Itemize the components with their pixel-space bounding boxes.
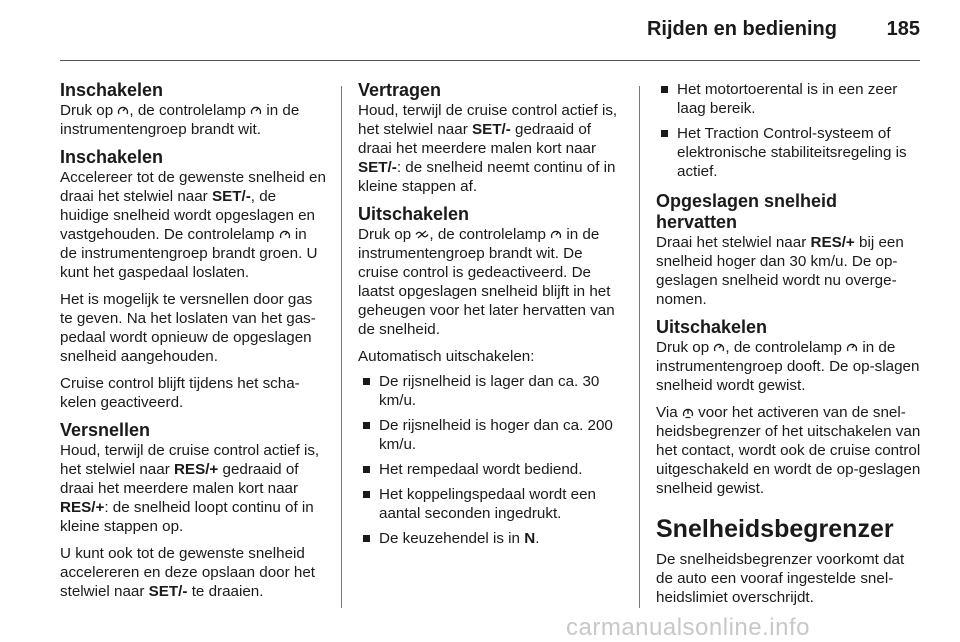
paragraph: Het is mogelijk te versnellen door gas te geven. Na het loslaten van het gas-pedaal wordt opnieuw de opgeslagen snelheid aangehouden. bbox=[60, 291, 316, 365]
column-2 bbox=[358, 80, 624, 556]
column-3 bbox=[656, 80, 922, 615]
section-heading: Uitschakelen bbox=[358, 204, 470, 224]
auto-off-list bbox=[358, 372, 624, 548]
cruise-control-icon bbox=[846, 342, 858, 352]
section-uitschakelen bbox=[358, 204, 624, 548]
list-item: Het rempedaal wordt bediend. bbox=[358, 460, 624, 479]
speed-limiter-icon bbox=[682, 407, 694, 417]
paragraph: Draai het stelwiel naar RES/+ bij een snelheid hoger dan 30 km/u. De op-geslagen snelheid wordt nu overge-nomen. bbox=[656, 234, 904, 308]
column-1 bbox=[60, 80, 326, 609]
section-heading: Inschakelen bbox=[60, 80, 164, 100]
paragraph: Accelereer tot de gewenste snelheid en draai het stelwiel naar SET/-, de huidige snelheid wordt opgeslagen en vastgehouden. De controlelamp in de instrumentengroep brandt groen. U kunt het gaspedaal loslaten. bbox=[60, 169, 326, 281]
column-divider bbox=[341, 86, 342, 608]
section-heading: Vertragen bbox=[358, 80, 442, 100]
cruise-control-icon bbox=[713, 342, 725, 352]
paragraph: Via voor het activeren van de snel-heidsbegrenzer of het uitschakelen van het contact, wordt ook de cruise control uitgeschakeld en wordt de op-geslagen snelheid gewist. bbox=[656, 404, 921, 497]
cruise-control-icon bbox=[550, 229, 562, 239]
column-divider bbox=[639, 86, 640, 608]
section-heading: Opgeslagen snelheid hervatten bbox=[656, 191, 838, 232]
section-opgeslagen-snelheid-hervatten bbox=[656, 191, 922, 309]
list-item: De rijsnelheid is hoger dan ca. 200 km/u. bbox=[358, 416, 624, 454]
list-item: Het koppelingspedaal wordt een aantal seconden ingedrukt. bbox=[358, 485, 624, 523]
watermark: carmanualsonline.info bbox=[566, 614, 810, 641]
auto-off-list-continued bbox=[656, 80, 922, 181]
paragraph: U kunt ook tot de gewenste snelheid accelereren en deze opslaan door het stelwiel naar SET/- te draaien. bbox=[60, 545, 315, 600]
list-item: De keuzehendel is in N. bbox=[358, 529, 624, 548]
section-heading: Inschakelen bbox=[60, 147, 164, 167]
section-snelheidsbegrenzer bbox=[656, 514, 922, 607]
cruise-control-icon bbox=[117, 105, 129, 115]
cancel-icon bbox=[415, 229, 429, 239]
section-inschakelen-2 bbox=[60, 147, 326, 412]
page-header bbox=[0, 0, 960, 62]
header-rule bbox=[60, 60, 920, 61]
list-item: De rijsnelheid is lager dan ca. 30 km/u. bbox=[358, 372, 624, 410]
paragraph: Druk op , de controlelamp in de instrumentengroep brandt wit. De cruise control is gedeactiveerd. De laatst opgeslagen snelheid blijft in het geheugen voor het later hervatten van de snelheid. bbox=[358, 226, 615, 338]
paragraph: De snelheidsbegrenzer voorkomt dat de auto een vooraf ingestelde snel-heidslimiet overschrijdt. bbox=[656, 551, 905, 606]
cruise-control-icon bbox=[279, 229, 291, 239]
paragraph: Houd, terwijl de cruise control actief is, het stelwiel naar RES/+ gedraaid of draai het meerdere malen kort naar RES/+: de snelheid loopt continu of in kleine stappen op. bbox=[60, 442, 320, 535]
paragraph: Houd, terwijl de cruise control actief is, het stelwiel naar SET/- gedraaid of draai het meerdere malen kort naar SET/-: de snelheid neemt continu of in kleine stappen af. bbox=[358, 102, 618, 195]
section-heading: Uitschakelen bbox=[656, 317, 768, 337]
paragraph: Druk op , de controlelamp in de instrumentengroep dooft. De op-slagen snelheid wordt gewist. bbox=[656, 339, 920, 394]
section-uitschakelen bbox=[656, 317, 922, 498]
section-heading: Versnellen bbox=[60, 420, 151, 440]
section-versnellen bbox=[60, 420, 326, 601]
page-number: 185 bbox=[886, 18, 920, 40]
section-vertragen bbox=[358, 80, 624, 196]
paragraph: Automatisch uitschakelen: bbox=[358, 348, 535, 365]
list-item: Het Traction Control-systeem of elektronische stabiliteitsregeling is actief. bbox=[656, 124, 922, 181]
paragraph: Druk op , de controlelamp in de instrumentengroep brandt wit. bbox=[60, 102, 300, 138]
section-inschakelen bbox=[60, 80, 326, 139]
chapter-title: Rijden en bediening bbox=[646, 18, 837, 40]
paragraph: Cruise control blijft tijdens het scha-kelen geactiveerd. bbox=[60, 375, 300, 411]
list-item: Het motortoerental is in een zeer laag bereik. bbox=[656, 80, 922, 118]
section-heading-large: Snelheidsbegrenzer bbox=[656, 515, 894, 543]
cruise-control-icon bbox=[250, 105, 262, 115]
